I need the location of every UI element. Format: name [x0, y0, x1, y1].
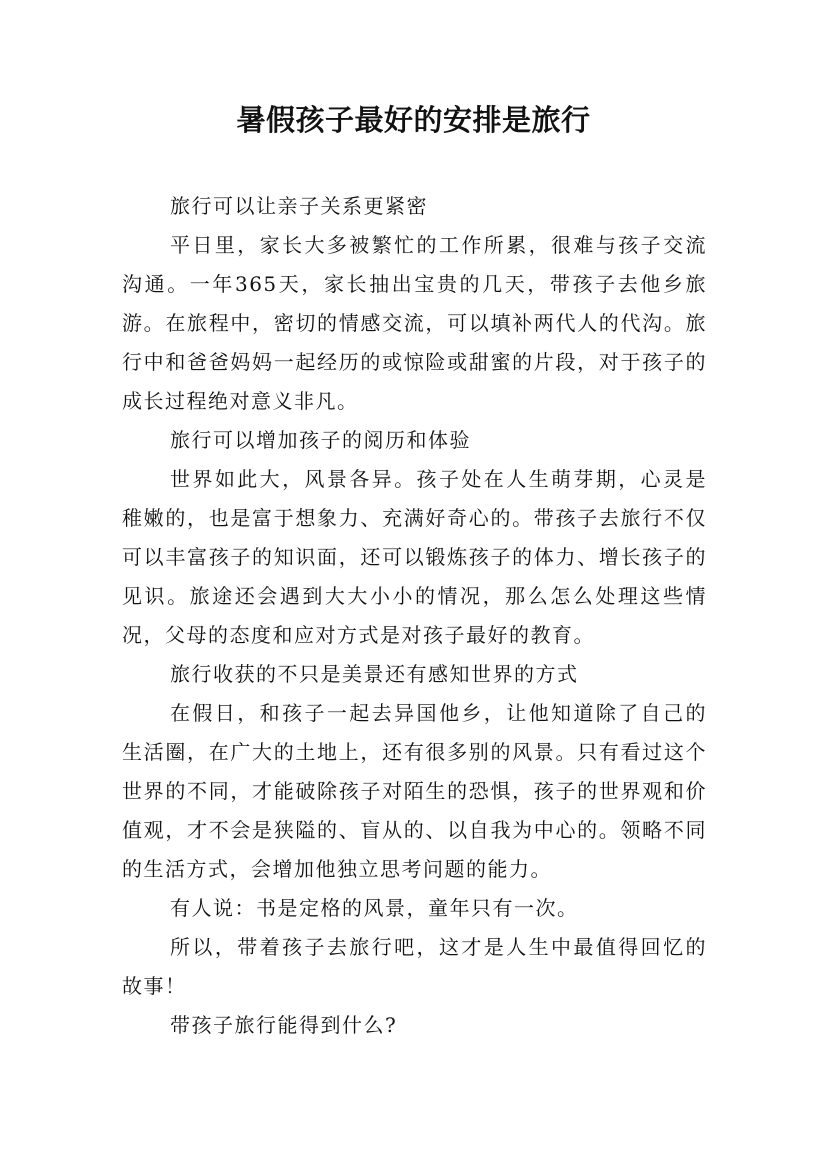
section-heading: 旅行可以增加孩子的阅历和体验	[170, 428, 471, 452]
quote-paragraph: 有人说：书是定格的风景，童年只有一次。	[170, 896, 579, 920]
body-paragraph: 世界如此大，风景各异。孩子处在人生萌芽期，心灵是稚嫩的，也是富于想象力、充满好奇心的。带孩子去旅行不仅可以丰富孩子的知识面，还可以锻炼孩子的体力、增长孩子的见识。旅途还会遇到大大小小的情况，那么怎么处理这些情况，父母的态度和应对方式是对孩子最好的教育。	[122, 467, 707, 647]
body-paragraph: 在假日，和孩子一起去异国他乡，让他知道除了自己的生活圈，在广大的土地上，还有很多别的风景。只有看过这个世界的不同，才能破除孩子对陌生的恐惧，孩子的世界观和价值观，才不会是狭隘的、盲从的、以自我为中心的。领略不同的生活方式，会增加他独立思考问题的能力。	[122, 701, 707, 881]
body-paragraph: 所以，带着孩子去旅行吧，这才是人生中最值得回忆的故事！	[122, 935, 707, 998]
section-heading: 旅行收获的不只是美景还有感知世界的方式	[170, 662, 579, 686]
document-title: 暑假孩子最好的安排是旅行	[236, 103, 591, 137]
document-body	[122, 187, 707, 1045]
section-heading: 旅行可以让亲子关系更紧密	[170, 194, 428, 218]
section-heading: 带孩子旅行能得到什么?	[170, 1013, 398, 1037]
body-paragraph: 平日里，家长大多被繁忙的工作所累，很难与孩子交流沟通。一年365天，家长抽出宝贵的几天，带孩子去他乡旅游。在旅程中，密切的情感交流，可以填补两代人的代沟。旅行中和爸爸妈妈一起经历的或惊险或甜蜜的片段，对于孩子的成长过程绝对意义非凡。	[122, 233, 707, 413]
